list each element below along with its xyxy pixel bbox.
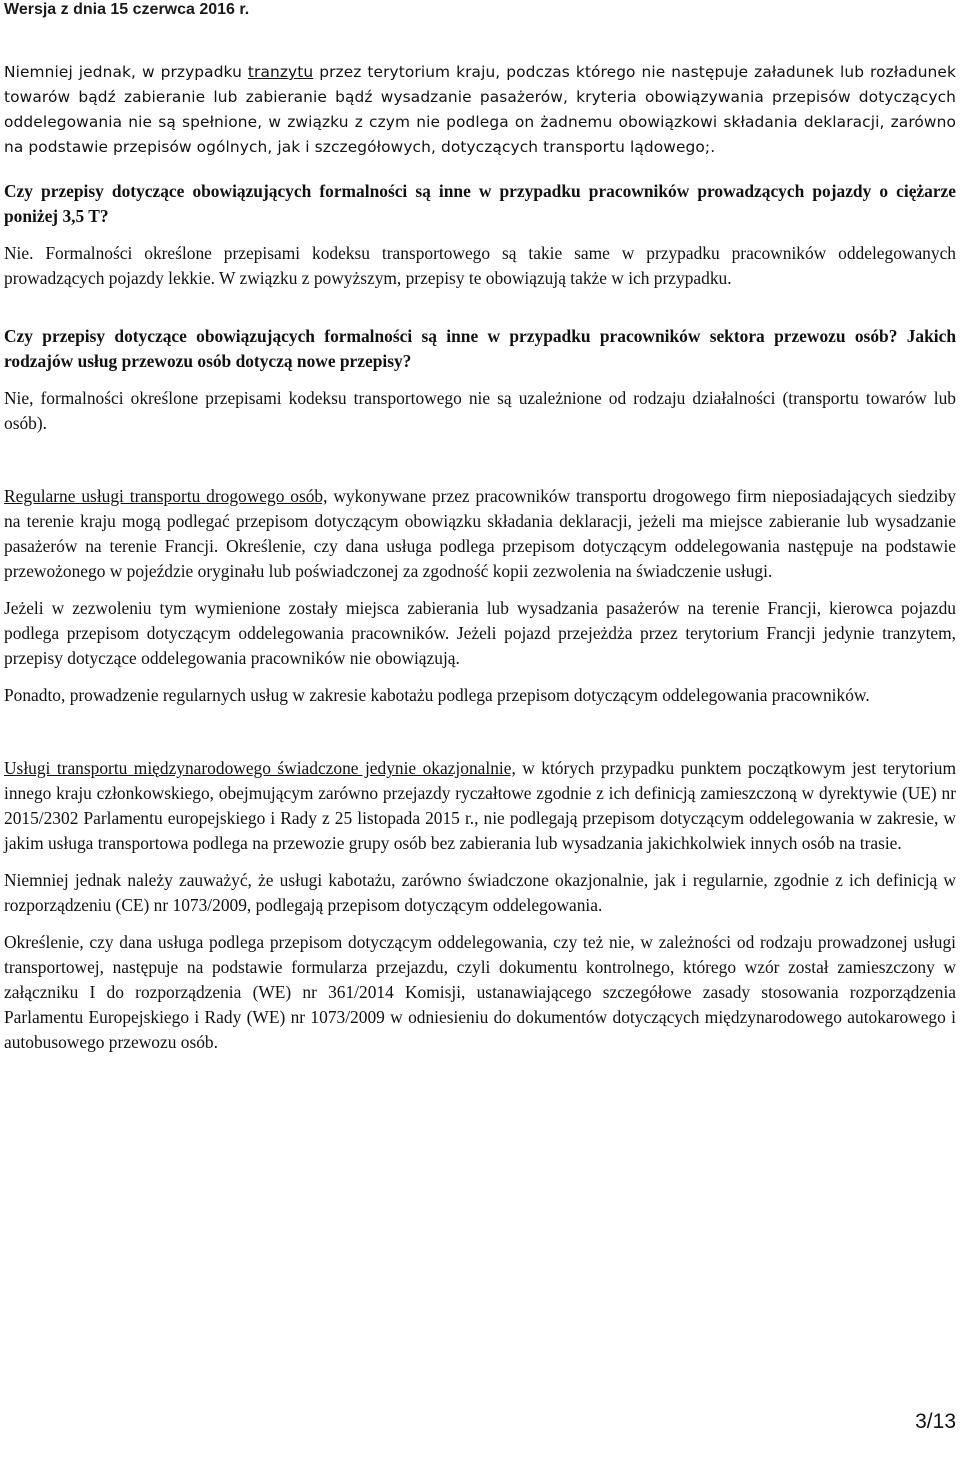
question-light-vehicles: Czy przepisy dotyczące obowiązujących formalności są inne w przypadku pracowników prowadzących pojazdy o ciężarze poniżej 3,5 T? <box>4 181 956 226</box>
paragraph-text: wykonywane przez pracowników transportu drogowego firm nieposiadających siedziby na terenie kraju mogą podlegać przepisom dotyczącym obowiązku składania deklaracji, jeżeli ma miejsce zabieranie lub wysadzanie pasażerów na terenie Francji. Określenie, czy dana usługa podlega przepisom dotyczącym oddelegowania następuje na podstawie przewożonego w pojeździe oryginału lub poświadczonej za zgodność kopii zezwolenia na świadczenie usługi. <box>4 486 956 581</box>
underlined-term: Regularne usługi transportu drogowego osób, <box>4 486 328 506</box>
paragraph-cabotage-note: Niemniej jednak należy zauważyć, że usługi kabotażu, zarówno świadczone okazjonalnie, jak i regularnie, zgodnie z ich definicją w rozporządzeniu (CE) nr 1073/2009, podlegają przepisom dotyczącym oddelegowania. <box>4 870 956 915</box>
paragraph-journey-form: Określenie, czy dana usługa podlega przepisom dotyczącym oddelegowania, czy też nie, w zależności od rodzaju prowadzonej usługi transportowej, następuje na podstawie formularza przejazdu, czyli dokumentu kontrolnego, którego wzór został zamieszczony w załączniku I do rozporządzenia (WE) nr 361/2014 Komisji, ustanawiającego szczegółowe zasady stosowania rozporządzenia Parlamentu Europejskiego i Rady (WE) nr 1073/2009 w odniesieniu do dokumentów dotyczących międzynarodowego autokarowego i autobusowego przewozu osób. <box>4 932 956 1052</box>
paragraph-authorization: Jeżeli w zezwoleniu tym wymienione zostały miejsca zabierania lub wysadzania pasażerów na terenie Francji, kierowca pojazdu podlega przepisom dotyczącym oddelegowania pracowników. Jeżeli pojazd przejeżdża przez terytorium Francji jedynie tranzytem, przepisy dotyczące oddelegowania pracowników nie obowiązują. <box>4 598 956 668</box>
paragraph-cabotage: Ponadto, prowadzenie regularnych usług w zakresie kabotażu podlega przepisom dotyczącym oddelegowania pracowników. <box>4 685 870 705</box>
paragraph-text: Niemniej jednak, w przypadku <box>4 63 248 81</box>
answer-passenger-transport: Nie, formalności określone przepisami kodeksu transportowego nie są uzależnione od rodzaju działalności (transportu towarów lub osób). <box>4 388 956 433</box>
version-header: Wersja z dnia 15 czerwca 2016 r. <box>4 1 250 18</box>
underlined-term: tranzytu <box>247 63 314 81</box>
answer-light-vehicles: Nie. Formalności określone przepisami kodeksu transportowego są takie same w przypadku pracowników oddelegowanych prowadzących pojazdy lekkie. W związku z powyższym, przepisy te obowiązują także w ich przypadku. <box>4 243 956 288</box>
document-body <box>4 60 956 1055</box>
underlined-term: Usługi transportu międzynarodowego świadczone jedynie okazjonalnie, <box>4 758 516 778</box>
paragraph-text: w których przypadku punktem początkowym jest terytorium innego kraju członkowskiego, obejmującym zarówno przejazdy ryczałtowe zgodnie z ich definicją zamieszczoną w dyrektywie (UE) nr 2015/2302 Parlamentu europejskiego i Rady z 25 listopada 2015 r., nie podlegają przepisom dotyczącym oddelegowania w zakresie, w jakim usługa transportowa podlega na przewozie grupy osób bez zabierania lub wysadzania jakichkolwiek innych osób na trasie. <box>4 758 956 853</box>
paragraph-transit <box>4 60 956 160</box>
paragraph-regular-services <box>4 484 956 584</box>
question-passenger-transport: Czy przepisy dotyczące obowiązujących formalności są inne w przypadku pracowników sektora przewozu osób? Jakich rodzajów usług przewozu osób dotyczą nowe przepisy? <box>4 326 956 371</box>
page-number: 3/13 <box>915 1410 956 1433</box>
paragraph-text: przez terytorium kraju, podczas którego nie następuje załadunek lub rozładunek towarów bądź zabieranie lub zabieranie bądź wysadzanie pasażerów, kryteria obowiązywania przepisów dotyczących oddelegowania nie są spełnione, w związku z czym nie podlega on żadnemu obowiązkowi składania deklaracji, zarówno na podstawie przepisów ogólnych, jak i szczegółowych, dotyczących transportu lądowego;. <box>4 63 956 156</box>
paragraph-occasional-services <box>4 756 956 856</box>
